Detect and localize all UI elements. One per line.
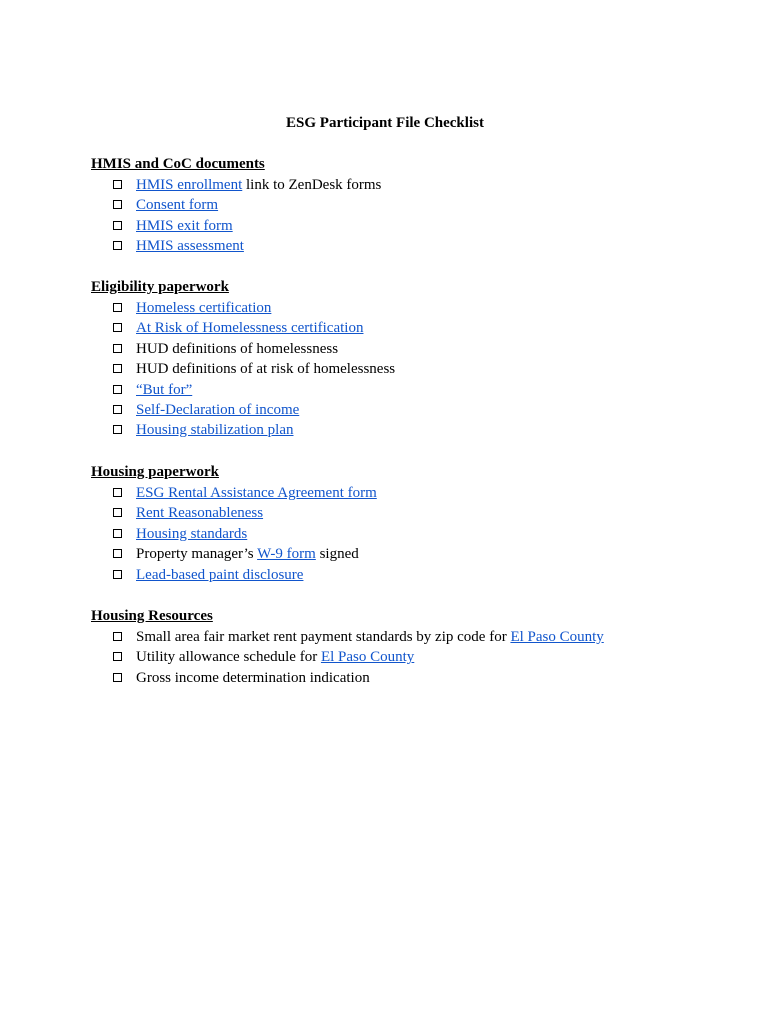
but-for-link[interactable]: “But for”: [136, 381, 193, 398]
checklist-item: [91, 566, 731, 586]
item-text: HUD definitions of homelessness: [136, 340, 339, 357]
checklist-item: [91, 545, 731, 565]
hmis-assessment-link[interactable]: HMIS assessment: [136, 238, 244, 255]
checkbox-icon[interactable]: [113, 303, 122, 312]
checklist-item: [91, 421, 731, 441]
item-text: link to ZenDesk forms: [242, 177, 382, 193]
housing-stabilization-plan-link[interactable]: Housing stabilization plan: [136, 422, 294, 439]
checklist-item: [91, 176, 731, 196]
item-text: Property manager’s: [136, 546, 258, 563]
section-eligibility: [91, 278, 731, 442]
checkbox-icon[interactable]: [113, 632, 122, 641]
checklist-item: [91, 628, 731, 648]
item-text: Gross income determination indication: [136, 669, 370, 686]
checklist-item: [91, 340, 731, 360]
checkbox-icon[interactable]: [113, 385, 122, 394]
checkbox-icon[interactable]: [113, 673, 122, 682]
checkbox-icon[interactable]: [113, 364, 122, 373]
item-text: Small area fair market rent payment standards by zip code for: [136, 629, 511, 645]
section-heading: Housing Resources: [91, 608, 213, 624]
w9-form-link[interactable]: W-9 form: [257, 546, 316, 563]
self-declaration-income-link[interactable]: Self-Declaration of income: [136, 401, 300, 418]
item-text: Utility allowance schedule for: [136, 649, 321, 666]
checklist-item: [91, 381, 731, 401]
checklist-item: [91, 319, 731, 339]
checkbox-icon[interactable]: [113, 652, 122, 661]
checkbox-icon[interactable]: [113, 323, 122, 332]
checkbox-icon[interactable]: [113, 488, 122, 497]
checkbox-icon[interactable]: [113, 344, 122, 353]
checklist-item: [91, 237, 731, 257]
checklist-item: [91, 484, 731, 504]
checkbox-icon[interactable]: [113, 200, 122, 209]
checklist-item: [91, 401, 731, 421]
checklist-item: [91, 196, 731, 216]
at-risk-certification-link[interactable]: At Risk of Homelessness certification: [136, 320, 364, 337]
el-paso-county-fmr-link[interactable]: El Paso County: [510, 629, 604, 645]
document-title: ESG Participant File Checklist: [286, 115, 484, 131]
checkbox-icon[interactable]: [113, 508, 122, 517]
section-heading: Housing paperwork: [91, 464, 219, 480]
checklist-item: [91, 299, 731, 319]
section-housing-resources: [91, 607, 731, 689]
consent-form-link[interactable]: Consent form: [136, 197, 219, 214]
homeless-certification-link[interactable]: Homeless certification: [136, 300, 272, 316]
section-housing-paperwork: [91, 463, 731, 586]
section-heading: HMIS and CoC documents: [91, 156, 265, 172]
rental-assistance-agreement-link[interactable]: ESG Rental Assistance Agreement form: [136, 485, 377, 501]
hmis-enrollment-link[interactable]: HMIS enrollment: [136, 177, 243, 193]
checklist-item: [91, 360, 731, 380]
item-text: signed: [315, 546, 359, 563]
housing-standards-link[interactable]: Housing standards: [136, 525, 248, 542]
checklist-item: [91, 525, 731, 545]
checkbox-icon[interactable]: [113, 549, 122, 558]
checkbox-icon[interactable]: [113, 221, 122, 230]
lead-paint-disclosure-link[interactable]: Lead-based paint disclosure: [136, 566, 304, 583]
checkbox-icon[interactable]: [113, 405, 122, 414]
section-heading: Eligibility paperwork: [91, 279, 229, 295]
el-paso-county-utility-link[interactable]: El Paso County: [320, 649, 415, 666]
checkbox-icon[interactable]: [113, 529, 122, 538]
checkbox-icon[interactable]: [113, 425, 122, 434]
checklist-item: [91, 217, 731, 237]
checkbox-icon[interactable]: [113, 180, 122, 189]
rent-reasonableness-link[interactable]: Rent Reasonableness: [136, 505, 264, 522]
checklist-item: [91, 648, 731, 668]
checklist-item: [91, 504, 731, 524]
checkbox-icon[interactable]: [113, 570, 122, 579]
hmis-exit-form-link[interactable]: HMIS exit form: [136, 217, 233, 234]
checklist-item: [91, 669, 731, 689]
checkbox-icon[interactable]: [113, 241, 122, 250]
item-text: HUD definitions of at risk of homelessness: [136, 361, 396, 378]
section-hmis-coc: [91, 155, 731, 258]
